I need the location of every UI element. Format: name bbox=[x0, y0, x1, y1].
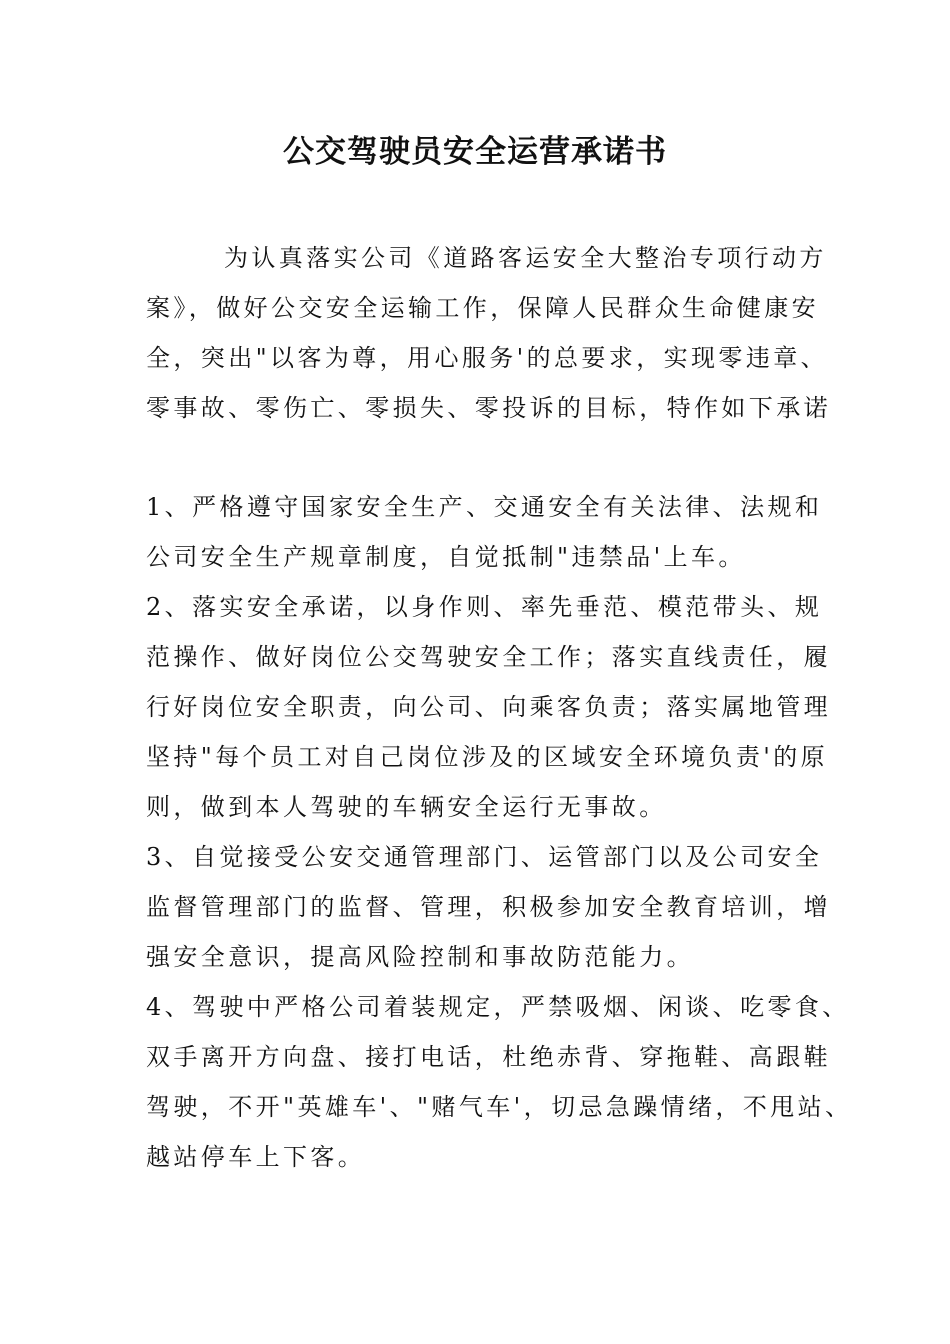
item-3-line: 强安全意识，提高风险控制和事故防范能力。 bbox=[146, 943, 694, 971]
intro-line: 案》，做好公交安全运输工作，保障人民群众生命健康安 bbox=[146, 294, 819, 322]
item-2-line: 2、落实安全承诺，以身作则、率先垂范、模范带头、规 bbox=[146, 593, 823, 621]
item-2-line: 行好岗位安全职责，向公司、向乘客负责；落实属地管理 bbox=[146, 693, 831, 721]
item-2-line: 坚持"每个员工对自己岗位涉及的区域安全环境负责'的原 bbox=[146, 743, 829, 771]
item-3-line: 3、自觉接受公安交通管理部门、运管部门以及公司安全 bbox=[146, 843, 823, 871]
item-4-line: 越站停车上下客。 bbox=[146, 1143, 366, 1171]
intro-line: 全，突出"以客为尊，用心服务'的总要求，实现零违章、 bbox=[146, 344, 829, 372]
item-4-line: 双手离开方向盘、接打电话，杜绝赤背、穿拖鞋、高跟鞋 bbox=[146, 1043, 831, 1071]
item-4-line: 4、驾驶中严格公司着装规定，严禁吸烟、闲谈、吃零食、 bbox=[146, 993, 850, 1021]
intro-line: 零事故、零伤亡、零损失、零投诉的目标，特作如下承诺 bbox=[146, 394, 831, 422]
item-2-line: 范操作、做好岗位公交驾驶安全工作；落实直线责任，履 bbox=[146, 643, 831, 671]
item-1-line: 公司安全生产规章制度，自觉抵制"违禁品'上车。 bbox=[146, 543, 746, 571]
item-2-line: 则，做到本人驾驶的车辆安全运行无事故。 bbox=[146, 793, 667, 821]
item-1-line: 1、严格遵守国家安全生产、交通安全有关法律、法规和 bbox=[146, 493, 823, 521]
intro-line: 为认真落实公司《道路客运安全大整治专项行动方 bbox=[224, 244, 827, 272]
item-3-line: 监督管理部门的监督、管理，积极参加安全教育培训，增 bbox=[146, 893, 831, 921]
item-4-line: 驾驶，不开"英雄车'、"赌气车'，切忌急躁情绪，不甩站、 bbox=[146, 1093, 853, 1121]
document-title: 公交驾驶员安全运营承诺书 bbox=[283, 134, 667, 170]
